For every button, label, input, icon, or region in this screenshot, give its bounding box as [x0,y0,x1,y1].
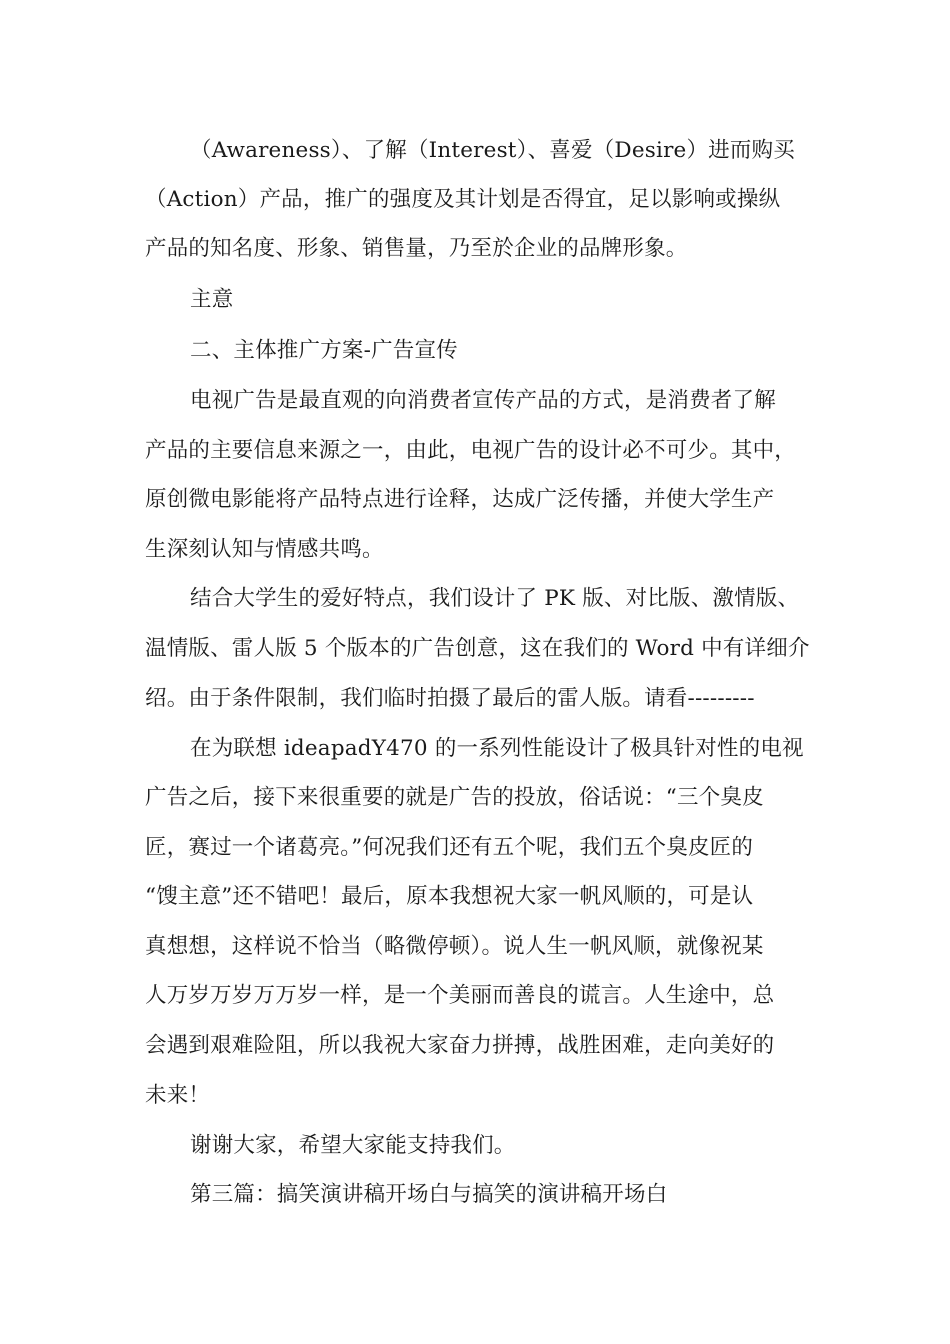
section-heading: 第三篇：搞笑演讲稿开场白与搞笑的演讲稿开场白 [190,1182,668,1207]
text-line: 广告之后，接下来很重要的就是广告的投放，俗话说：“三个臭皮 [145,785,764,810]
text-line: 匠，赛过一个诸葛亮。”何况我们还有五个呢，我们五个臭皮匠的 [145,835,754,860]
text-line: “馊主意”还不错吧！最后，原本我想祝大家一帆风顺的，可是认 [145,884,754,909]
text-line: （Awareness）、了解（Interest）、喜爱（Desire）进而购买 [190,138,795,163]
text-line: 结合大学生的爱好特点，我们设计了 PK 版、对比版、激情版、 [190,586,800,611]
text-line: 产品的主要信息来源之一，由此，电视广告的设计必不可少。其中， [145,438,797,463]
text-line: 人万岁万岁万万岁一样，是一个美丽而善良的谎言。人生途中，总 [145,983,775,1008]
text-line: 真想想，这样说不恰当（略微停顿）。说人生一帆风顺，就像祝某 [145,934,764,959]
text-line: 在为联想 ideapadY470 的一系列性能设计了极具针对性的电视 [190,736,804,761]
section-heading: 二、主体推广方案-广告宣传 [190,338,458,363]
text-line: 电视广告是最直观的向消费者宣传产品的方式，是消费者了解 [190,388,776,413]
text-line: 未来！ [145,1083,211,1108]
text-line: 原创微电影能将产品特点进行诠释，达成广泛传播，并使大学生产 [145,487,775,512]
text-line: 会遇到艰难险阻，所以我祝大家奋力拼搏，战胜困难，走向美好的 [145,1033,775,1058]
text-line: （Action）产品，推广的强度及其计划是否得宜，足以影响或操纵 [145,187,781,212]
text-line: 温情版、雷人版 5 个版本的广告创意，这在我们的 Word 中有详细介 [145,636,810,661]
text-line: 生深刻认知与情感共鸣。 [145,537,384,562]
text-line: 绍。由于条件限制，我们临时拍摄了最后的雷人版。请看--------- [145,686,755,711]
text-line: 主意 [190,287,234,312]
text-line: 谢谢大家，希望大家能支持我们。 [190,1133,516,1158]
text-line: 产品的知名度、形象、销售量，乃至於企业的品牌形象。 [145,236,688,261]
